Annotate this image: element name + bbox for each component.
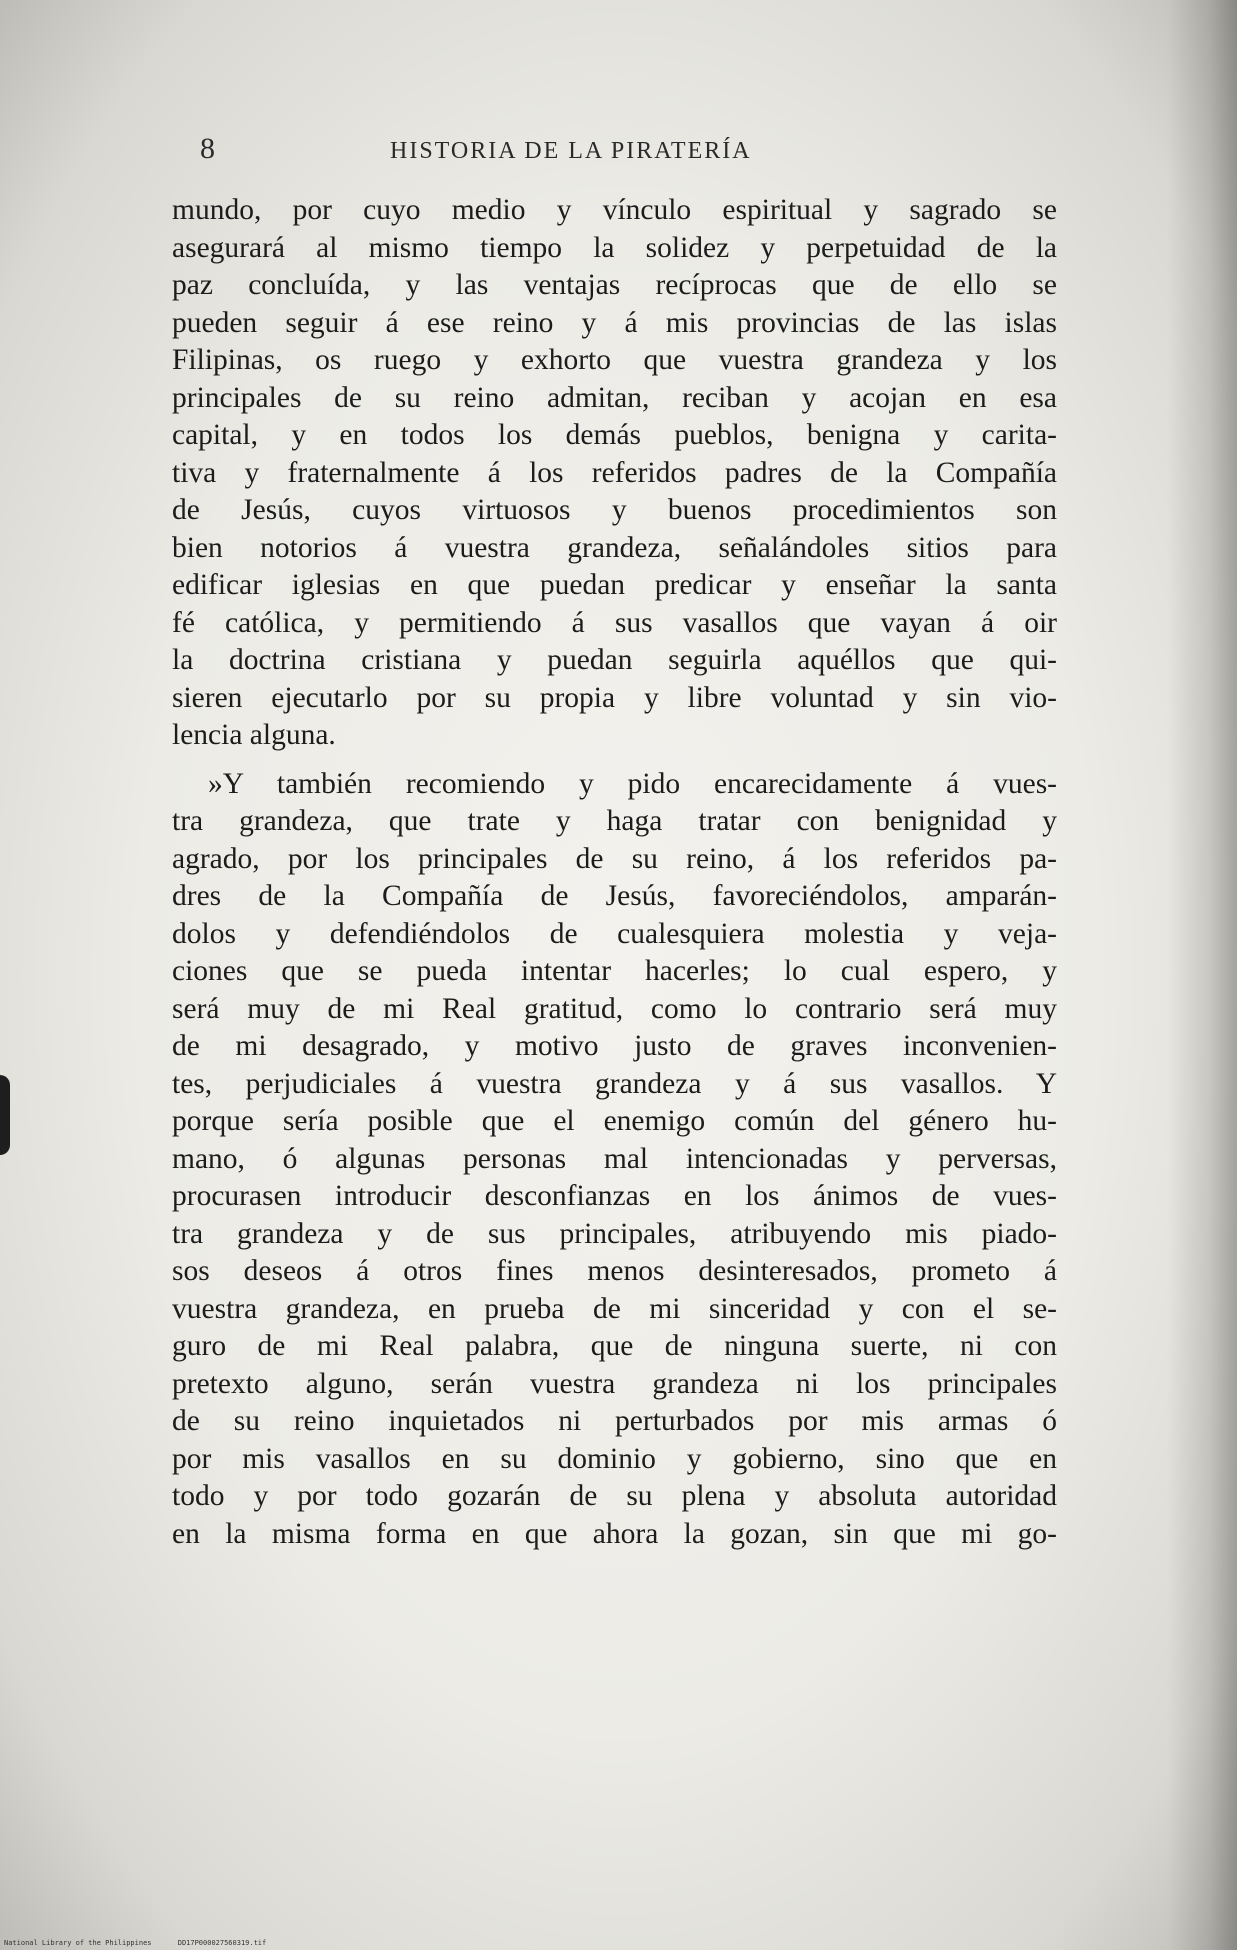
text-line: mundo, por cuyo medio y vínculo espiritual y sagrado se <box>172 194 1057 226</box>
paragraph-2 <box>172 766 1057 1554</box>
page-header <box>200 132 1060 172</box>
text-line: de mi desagrado, y motivo justo de graves inconvenien- <box>172 1030 1057 1062</box>
text-line: porque sería posible que el enemigo común del género hu- <box>172 1105 1057 1137</box>
text-line: ciones que se pueda intentar hacerles; lo cual espero, y <box>172 955 1057 987</box>
text-line: todo y por todo gozarán de su plena y absoluta autoridad <box>172 1480 1057 1512</box>
text-line: de su reino inquietados ni perturbados por mis armas ó <box>172 1405 1057 1437</box>
text-line: tiva y fraternalmente á los referidos padres de la Compañía <box>172 456 1057 489</box>
text-line: agrado, por los principales de su reino, á los referidos pa- <box>172 842 1057 875</box>
text-line: Filipinas, os ruego y exhorto que vuestra grandeza y los <box>172 344 1057 376</box>
text-line: mano, ó algunas personas mal intencionadas y perversas, <box>172 1142 1057 1175</box>
scan-footer <box>4 1939 288 1947</box>
text-line: vuestra grandeza, en prueba de mi sinceridad y con el se- <box>172 1292 1057 1325</box>
text-line: en la misma forma en que ahora la gozan, sin que mi go- <box>172 1517 1057 1550</box>
text-line: guro de mi Real palabra, que de ninguna suerte, ni con <box>172 1330 1057 1362</box>
binding-notch <box>0 1075 10 1155</box>
text-line: paz concluída, y las ventajas recíprocas que de ello se <box>172 269 1057 301</box>
running-title: HISTORIA DE LA PIRATERÍA <box>390 138 752 164</box>
page-number: 8 <box>200 132 215 165</box>
text-line: sos deseos á otros fines menos desinteresados, prometo á <box>172 1255 1057 1287</box>
text-line: por mis vasallos en su dominio y gobierno, sino que en <box>172 1442 1057 1475</box>
text-line: será muy de mi Real gratitud, como lo contrario será muy <box>172 992 1057 1025</box>
text-line: dolos y defendiéndolos de cualesquiera molestia y veja- <box>172 917 1057 950</box>
text-line: pretexto alguno, serán vuestra grandeza ni los principales <box>172 1367 1057 1400</box>
text-line: sieren ejecutarlo por su propia y libre voluntad y sin vio- <box>172 681 1057 714</box>
text-line: la doctrina cristiana y puedan seguirla aquéllos que qui- <box>172 644 1057 676</box>
text-line: tra grandeza y de sus principales, atribuyendo mis piado- <box>172 1217 1057 1250</box>
text-line: fé católica, y permitiendo á sus vasallos que vayan á oir <box>172 606 1057 639</box>
text-line: tra grandeza, que trate y haga tratar con benignidad y <box>172 805 1057 837</box>
text-line: dres de la Compañía de Jesús, favoreciéndolos, amparán- <box>172 880 1057 912</box>
text-line: asegurará al mismo tiempo la solidez y perpetuidad de la <box>172 231 1057 264</box>
text-line: pueden seguir á ese reino y á mis provincias de las islas <box>172 306 1057 339</box>
text-line: tes, perjudiciales á vuestra grandeza y á sus vasallos. Y <box>172 1067 1057 1100</box>
text-line: de Jesús, cuyos virtuosos y buenos procedimientos son <box>172 494 1057 526</box>
text-line: »Y también recomiendo y pido encarecidamente á vues- <box>208 767 1057 800</box>
text-line: procurasen introducir desconfianzas en los ánimos de vues- <box>172 1180 1057 1212</box>
text-line: lencia alguna. <box>172 719 336 751</box>
text-line: capital, y en todos los demás pueblos, benigna y carita- <box>172 419 1057 451</box>
text-line: bien notorios á vuestra grandeza, señalándoles sitios para <box>172 531 1057 564</box>
library-credit: National Library of the Philippines <box>4 1939 152 1947</box>
gutter-shadow <box>1167 0 1237 1950</box>
scan-id: DD17P000027560319.tif <box>177 1939 267 1947</box>
paragraph-spacer <box>172 755 1057 766</box>
paragraph-1 <box>172 192 1057 755</box>
body-text <box>172 192 1057 1553</box>
text-line: principales de su reino admitan, reciban y acojan en esa <box>172 381 1057 414</box>
text-line: edificar iglesias en que puedan predicar y enseñar la santa <box>172 569 1057 601</box>
